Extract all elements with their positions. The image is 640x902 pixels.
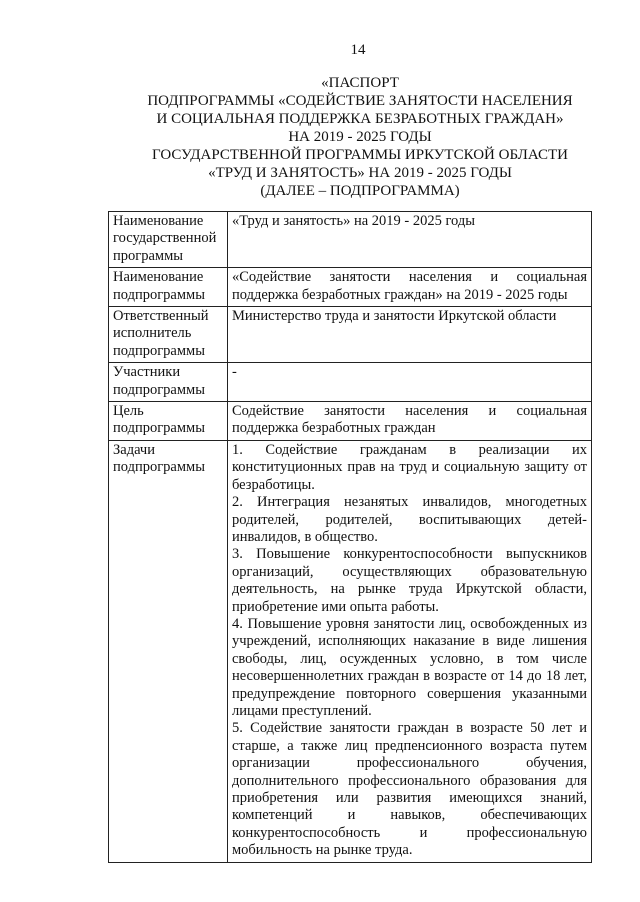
- table-row: [109, 212, 592, 268]
- row-value: «Содействие занятости населения и социальная поддержка безработных граждан» на 2019 - 2025 годы: [228, 268, 592, 307]
- row-value: Министерство труда и занятости Иркутской области: [228, 307, 592, 363]
- row-label: Наименование государственной программы: [109, 212, 228, 268]
- heading-line: ПОДПРОГРАММЫ «СОДЕЙСТВИЕ ЗАНЯТОСТИ НАСЕЛЕНИЯ: [147, 93, 573, 109]
- row-label: Ответственный исполнитель подпрограммы: [109, 307, 228, 363]
- row-value: «Труд и занятость» на 2019 - 2025 годы: [228, 212, 592, 268]
- task-item: 2. Интеграция незанятых инвалидов, многодетных родителей, родителей, воспитывающих детей-инвалидов, в общество.: [232, 494, 587, 545]
- tasks-list: [228, 440, 592, 862]
- row-value: -: [228, 363, 592, 402]
- row-value: Содействие занятости населения и социальная поддержка безработных граждан: [228, 402, 592, 441]
- heading-line: И СОЦИАЛЬНАЯ ПОДДЕРЖКА БЕЗРАБОТНЫХ ГРАЖДАН»: [156, 111, 564, 127]
- page-number: 14: [350, 42, 366, 58]
- heading-line: (ДАЛЕЕ – ПОДПРОГРАММА): [260, 183, 460, 199]
- heading-line: «ТРУД И ЗАНЯТОСТЬ» НА 2019 - 2025 ГОДЫ: [208, 165, 512, 181]
- task-item: 3. Повышение конкурентоспособности выпускников организаций, осуществляющих образовательную деятельность, на рынке труда Иркутской области, приобретение ими опыта работы.: [232, 546, 587, 615]
- row-label: Наименование подпрограммы: [109, 268, 228, 307]
- table-row: [109, 268, 592, 307]
- table-row: [109, 402, 592, 441]
- row-label: Цель подпрограммы: [109, 402, 228, 441]
- passport-table: [108, 211, 592, 863]
- row-label: Задачи подпрограммы: [109, 440, 228, 862]
- heading-line: «ПАСПОРТ: [321, 75, 399, 91]
- table-row: [109, 307, 592, 363]
- task-item: 4. Повышение уровня занятости лиц, освобожденных из учреждений, исполняющих наказание в виде лишения свободы, лиц, осужденных условно, в том числе несовершеннолетних граждан в возрасте от 14 до 18 лет, предупреждение повторного совершения указанными лицами преступлений.: [232, 615, 587, 719]
- row-label: Участники подпрограммы: [109, 363, 228, 402]
- table-row: [109, 363, 592, 402]
- task-item: 5. Содействие занятости граждан в возрасте 50 лет и старше, а также лиц предпенсионного возраста путем организации профессионального обучения, дополнительного профессионального образования для приобретения или развития имеющихся знаний, компетенций и навыков, обеспечивающих конкурентоспособность и профессиональную мобильность на рынке труда.: [232, 720, 587, 859]
- table-row: [109, 440, 592, 862]
- passport-heading: [80, 74, 640, 200]
- heading-line: ГОСУДАРСТВЕННОЙ ПРОГРАММЫ ИРКУТСКОЙ ОБЛАСТИ: [152, 147, 568, 163]
- task-item: 1. Содействие гражданам в реализации их конституционных прав на труд и социальную защиту от безработицы.: [232, 441, 587, 493]
- heading-line: НА 2019 - 2025 ГОДЫ: [288, 129, 432, 145]
